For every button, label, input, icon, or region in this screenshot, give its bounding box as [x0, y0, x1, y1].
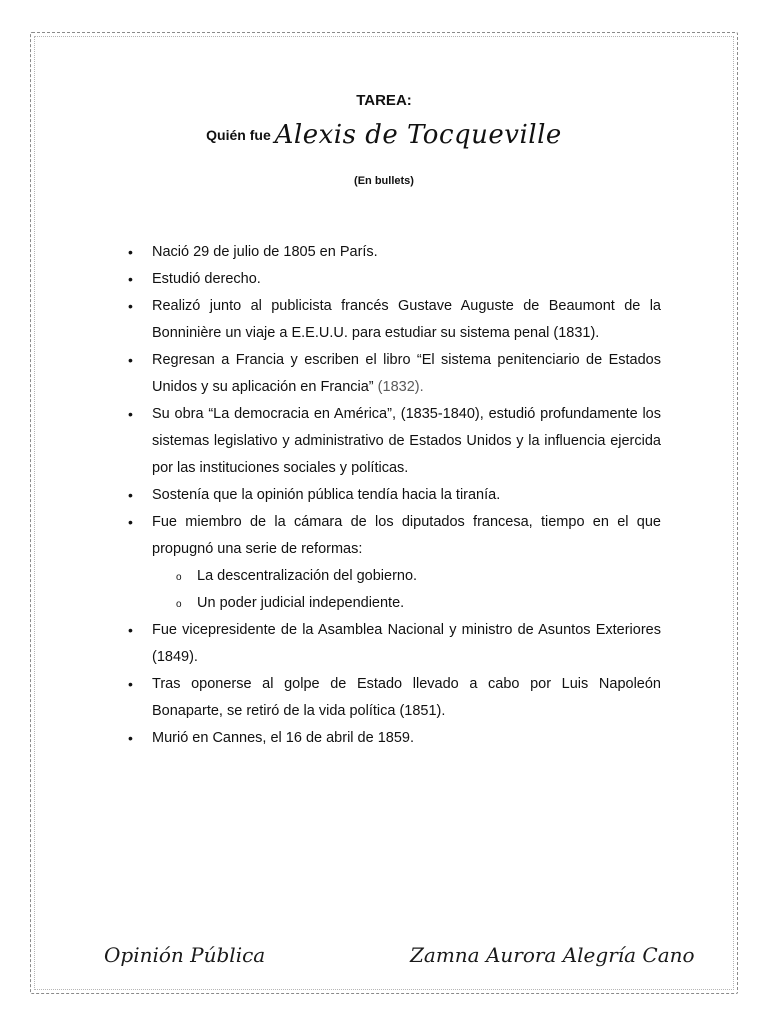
- bullet-list: [125, 239, 661, 752]
- subtitle: (En bullets): [354, 175, 414, 187]
- list-item: • Tras oponerse al golpe de Estado llevado a cabo por Luis Napoleón Bonaparte, se retiró de la vida política (1851).: [125, 671, 661, 725]
- list-item: • Fue miembro de la cámara de los diputados francesa, tiempo en el que propugnó una serie de reformas: o La descentralización del gobierno. o Un poder judicial independiente.: [125, 509, 661, 617]
- list-item: • Regresan a Francia y escriben el libro “El sistema penitenciario de Estados Unidos y su aplicación en Francia” (1832).: [125, 347, 661, 401]
- list-item: • Realizó junto al publicista francés Gustave Auguste de Beaumont de la Bonninière un viaje a E.E.U.U. para estudiar su sistema penal (1831).: [125, 293, 661, 347]
- footer-course-name: Opinión Pública: [104, 943, 266, 967]
- footer-author-name: Zamna Aurora Alegría Cano: [410, 943, 695, 967]
- heading-tarea: TAREA:: [356, 92, 412, 109]
- list-item: • Sostenía que la opinión pública tendía hacia la tiranía.: [125, 482, 661, 509]
- title-prefix: Quién fue: [206, 127, 271, 143]
- list-item: • Fue vicepresidente de la Asamblea Nacional y ministro de Asuntos Exteriores (1849).: [125, 617, 661, 671]
- title-script-name: Alexis de Tocqueville: [274, 120, 562, 150]
- sub-list: [152, 563, 661, 617]
- year-note: (1832).: [377, 379, 424, 395]
- list-item: • Su obra “La democracia en América”, (1835-1840), estudió profundamente los sistemas legislativo y administrativo de Estados Unidos y la influencia ejercida por las instituciones sociales y políticas.: [125, 401, 661, 482]
- sub-list-item: o Un poder judicial independiente.: [152, 590, 661, 617]
- page-title: [0, 120, 768, 150]
- list-item: • Nació 29 de julio de 1805 en París.: [125, 239, 661, 266]
- list-item: • Murió en Cannes, el 16 de abril de 1859.: [125, 725, 661, 752]
- sub-list-item: o La descentralización del gobierno.: [152, 563, 661, 590]
- list-item: • Estudió derecho.: [125, 266, 661, 293]
